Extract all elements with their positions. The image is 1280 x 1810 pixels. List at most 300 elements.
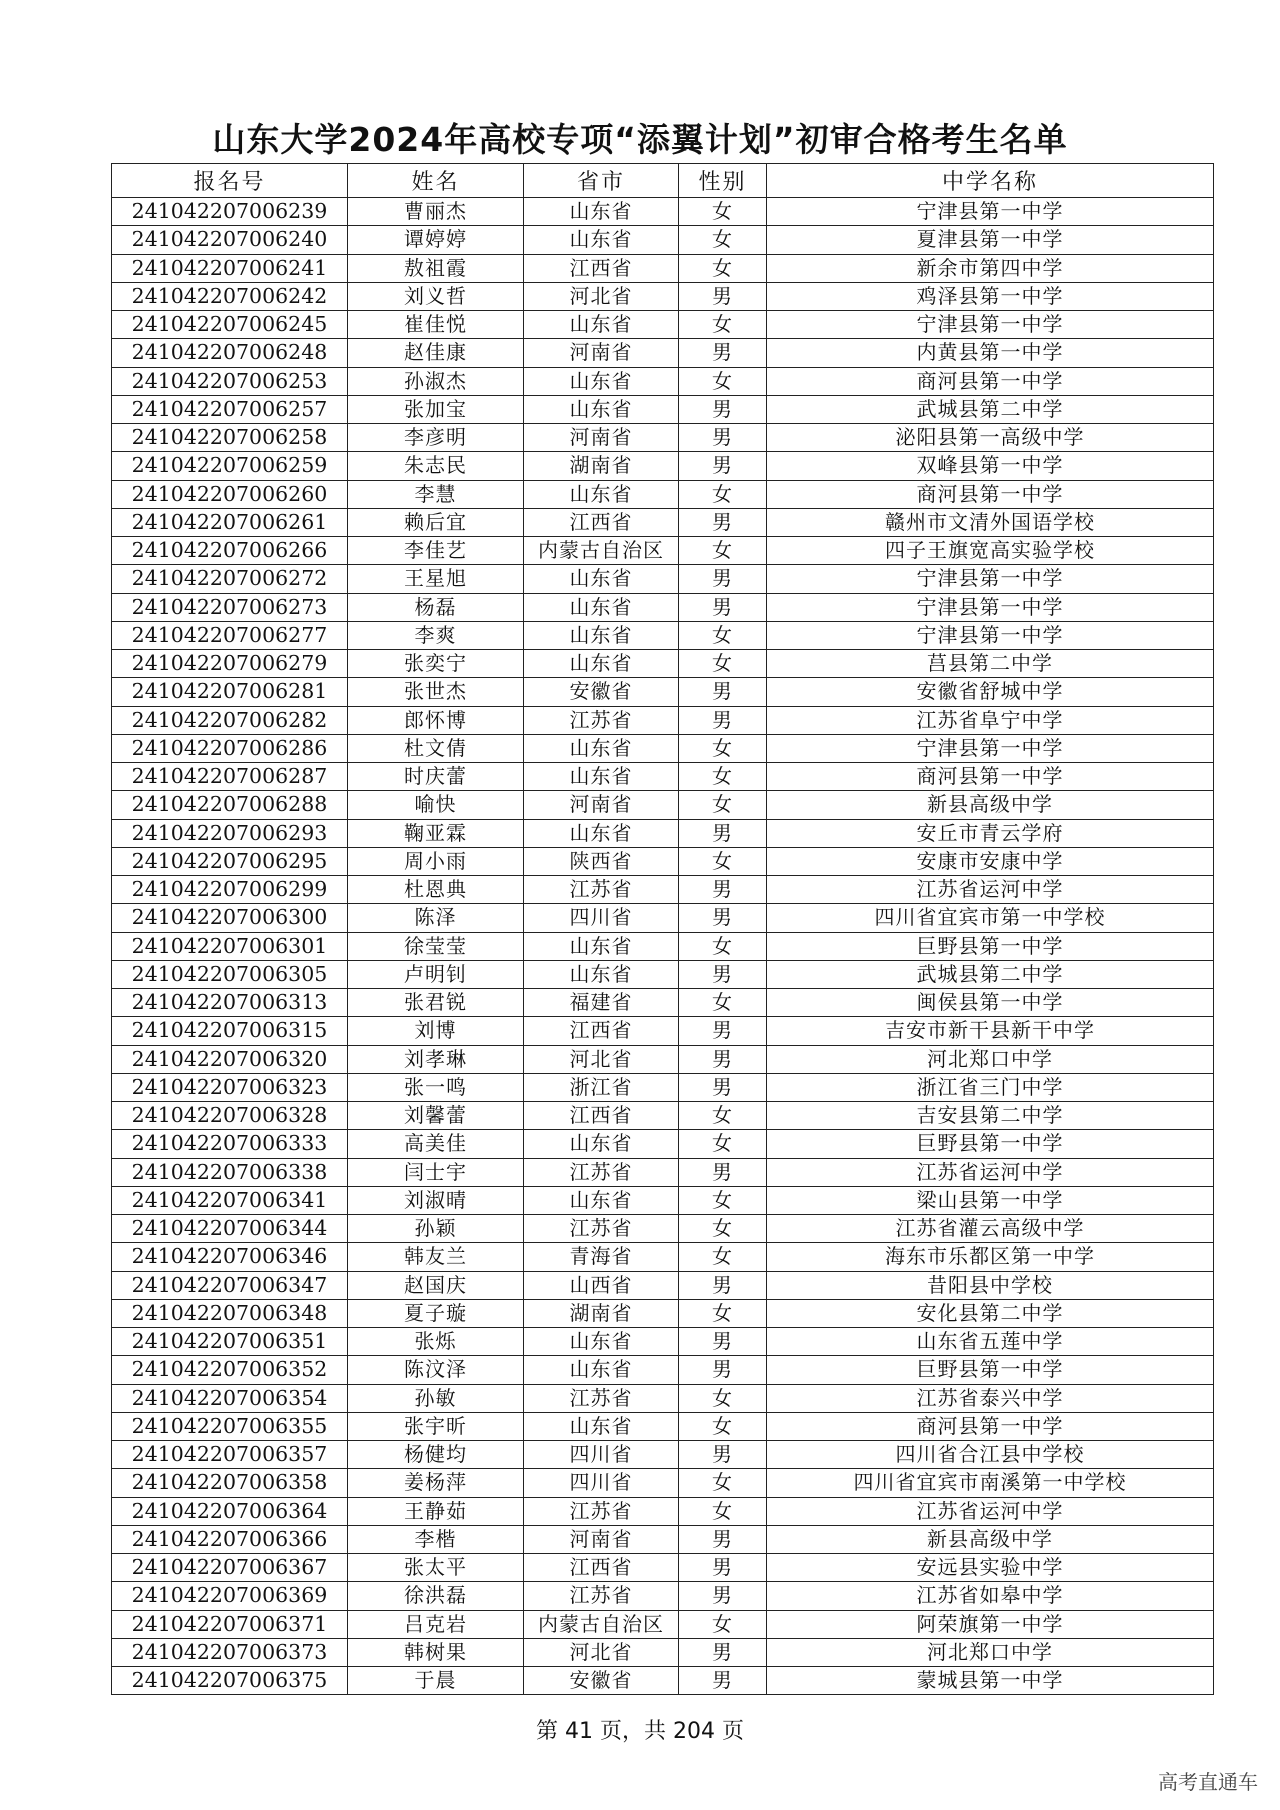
- registration-number-cell: 241042207006347: [112, 1271, 348, 1299]
- gender-cell: 男: [679, 1667, 767, 1695]
- province-cell: 山东省: [524, 395, 679, 423]
- gender-cell: 女: [679, 311, 767, 339]
- name-cell: 张宇昕: [348, 1412, 524, 1440]
- gender-cell: 女: [679, 1299, 767, 1327]
- name-cell: 朱志民: [348, 452, 524, 480]
- gender-cell: 女: [679, 1243, 767, 1271]
- registration-number-cell: 241042207006323: [112, 1073, 348, 1101]
- name-cell: 张一鸣: [348, 1073, 524, 1101]
- province-cell: 山西省: [524, 1271, 679, 1299]
- table-row: [112, 1299, 1214, 1327]
- registration-number-cell: 241042207006239: [112, 198, 348, 226]
- table-row: [112, 904, 1214, 932]
- school-cell: 四川省宜宾市南溪第一中学校: [767, 1469, 1214, 1497]
- registration-number-cell: 241042207006257: [112, 395, 348, 423]
- table-row: [112, 1130, 1214, 1158]
- school-cell: 江苏省泰兴中学: [767, 1384, 1214, 1412]
- province-cell: 山东省: [524, 763, 679, 791]
- name-cell: 李慧: [348, 480, 524, 508]
- name-cell: 李爽: [348, 621, 524, 649]
- gender-cell: 女: [679, 254, 767, 282]
- province-cell: 湖南省: [524, 1299, 679, 1327]
- registration-number-cell: 241042207006320: [112, 1045, 348, 1073]
- name-cell: 赵佳康: [348, 339, 524, 367]
- name-cell: 周小雨: [348, 847, 524, 875]
- school-cell: 四川省宜宾市第一中学校: [767, 904, 1214, 932]
- registration-number-cell: 241042207006299: [112, 876, 348, 904]
- table-row: [112, 1073, 1214, 1101]
- gender-cell: 女: [679, 847, 767, 875]
- gender-cell: 女: [679, 1469, 767, 1497]
- school-cell: 新余市第四中学: [767, 254, 1214, 282]
- gender-cell: 女: [679, 1102, 767, 1130]
- school-cell: 商河县第一中学: [767, 763, 1214, 791]
- name-cell: 徐洪磊: [348, 1582, 524, 1610]
- registration-number-cell: 241042207006367: [112, 1554, 348, 1582]
- province-cell: 山东省: [524, 960, 679, 988]
- gender-cell: 男: [679, 1045, 767, 1073]
- registration-number-cell: 241042207006358: [112, 1469, 348, 1497]
- registration-number-cell: 241042207006371: [112, 1610, 348, 1638]
- name-cell: 于晨: [348, 1667, 524, 1695]
- province-cell: 河南省: [524, 339, 679, 367]
- school-cell: 夏津县第一中学: [767, 226, 1214, 254]
- name-cell: 杨磊: [348, 593, 524, 621]
- province-cell: 江西省: [524, 1554, 679, 1582]
- registration-number-cell: 241042207006300: [112, 904, 348, 932]
- table-row: [112, 1441, 1214, 1469]
- registration-number-cell: 241042207006357: [112, 1441, 348, 1469]
- table-row: [112, 847, 1214, 875]
- province-cell: 山东省: [524, 932, 679, 960]
- province-cell: 福建省: [524, 989, 679, 1017]
- name-cell: 杜恩典: [348, 876, 524, 904]
- school-cell: 吉安市新干县新干中学: [767, 1017, 1214, 1045]
- registration-number-cell: 241042207006258: [112, 424, 348, 452]
- table-row: [112, 819, 1214, 847]
- table-row: [112, 1328, 1214, 1356]
- table-row: [112, 508, 1214, 536]
- registration-number-cell: 241042207006240: [112, 226, 348, 254]
- province-cell: 山东省: [524, 480, 679, 508]
- registration-number-cell: 241042207006259: [112, 452, 348, 480]
- table-row: [112, 1271, 1214, 1299]
- gender-cell: 男: [679, 1328, 767, 1356]
- registration-number-cell: 241042207006364: [112, 1497, 348, 1525]
- school-cell: 鸡泽县第一中学: [767, 282, 1214, 310]
- name-cell: 徐莹莹: [348, 932, 524, 960]
- province-cell: 河北省: [524, 1045, 679, 1073]
- province-cell: 山东省: [524, 565, 679, 593]
- gender-cell: 男: [679, 1271, 767, 1299]
- registration-number-cell: 241042207006295: [112, 847, 348, 875]
- province-cell: 山东省: [524, 819, 679, 847]
- gender-cell: 女: [679, 734, 767, 762]
- gender-cell: 女: [679, 932, 767, 960]
- table-row: [112, 254, 1214, 282]
- registration-number-cell: 241042207006366: [112, 1525, 348, 1553]
- table-row: [112, 706, 1214, 734]
- table-row: [112, 960, 1214, 988]
- name-cell: 赵国庆: [348, 1271, 524, 1299]
- name-cell: 姜杨萍: [348, 1469, 524, 1497]
- school-cell: 新县高级中学: [767, 791, 1214, 819]
- school-cell: 武城县第二中学: [767, 395, 1214, 423]
- registration-number-cell: 241042207006348: [112, 1299, 348, 1327]
- table-row: [112, 452, 1214, 480]
- name-cell: 郎怀博: [348, 706, 524, 734]
- province-cell: 青海省: [524, 1243, 679, 1271]
- gender-cell: 男: [679, 1638, 767, 1666]
- registration-number-cell: 241042207006273: [112, 593, 348, 621]
- table-row: [112, 395, 1214, 423]
- name-cell: 陈汶泽: [348, 1356, 524, 1384]
- province-cell: 山东省: [524, 367, 679, 395]
- province-cell: 山东省: [524, 311, 679, 339]
- header-registration-number: 报名号: [112, 164, 348, 198]
- name-cell: 刘孝琳: [348, 1045, 524, 1073]
- registration-number-cell: 241042207006315: [112, 1017, 348, 1045]
- gender-cell: 男: [679, 395, 767, 423]
- registration-number-cell: 241042207006305: [112, 960, 348, 988]
- province-cell: 江苏省: [524, 1582, 679, 1610]
- school-cell: 河北郑口中学: [767, 1045, 1214, 1073]
- gender-cell: 男: [679, 819, 767, 847]
- registration-number-cell: 241042207006352: [112, 1356, 348, 1384]
- registration-number-cell: 241042207006313: [112, 989, 348, 1017]
- name-cell: 张加宝: [348, 395, 524, 423]
- table-row: [112, 1045, 1214, 1073]
- name-cell: 张君锐: [348, 989, 524, 1017]
- gender-cell: 男: [679, 678, 767, 706]
- registration-number-cell: 241042207006272: [112, 565, 348, 593]
- table-row: [112, 282, 1214, 310]
- name-cell: 韩友兰: [348, 1243, 524, 1271]
- gender-cell: 女: [679, 480, 767, 508]
- registration-number-cell: 241042207006266: [112, 537, 348, 565]
- name-cell: 崔佳悦: [348, 311, 524, 339]
- table-row: [112, 198, 1214, 226]
- province-cell: 江西省: [524, 1102, 679, 1130]
- registration-number-cell: 241042207006282: [112, 706, 348, 734]
- gender-cell: 男: [679, 1525, 767, 1553]
- table-row: [112, 1102, 1214, 1130]
- province-cell: 安徽省: [524, 678, 679, 706]
- table-row: [112, 537, 1214, 565]
- province-cell: 山东省: [524, 734, 679, 762]
- school-cell: 江苏省阜宁中学: [767, 706, 1214, 734]
- name-cell: 时庆蕾: [348, 763, 524, 791]
- gender-cell: 男: [679, 706, 767, 734]
- school-cell: 吉安县第二中学: [767, 1102, 1214, 1130]
- school-cell: 江苏省运河中学: [767, 1158, 1214, 1186]
- table-body: [112, 198, 1214, 1695]
- name-cell: 高美佳: [348, 1130, 524, 1158]
- registration-number-cell: 241042207006253: [112, 367, 348, 395]
- table-row: [112, 311, 1214, 339]
- school-cell: 新县高级中学: [767, 1525, 1214, 1553]
- registration-number-cell: 241042207006286: [112, 734, 348, 762]
- registration-number-cell: 241042207006355: [112, 1412, 348, 1440]
- name-cell: 王星旭: [348, 565, 524, 593]
- name-cell: 夏子璇: [348, 1299, 524, 1327]
- gender-cell: 男: [679, 1582, 767, 1610]
- registration-number-cell: 241042207006242: [112, 282, 348, 310]
- gender-cell: 男: [679, 876, 767, 904]
- registration-number-cell: 241042207006248: [112, 339, 348, 367]
- province-cell: 江苏省: [524, 1497, 679, 1525]
- gender-cell: 男: [679, 1356, 767, 1384]
- province-cell: 山东省: [524, 1186, 679, 1214]
- name-cell: 刘义哲: [348, 282, 524, 310]
- gender-cell: 男: [679, 1017, 767, 1045]
- school-cell: 闽侯县第一中学: [767, 989, 1214, 1017]
- school-cell: 安徽省舒城中学: [767, 678, 1214, 706]
- table-row: [112, 932, 1214, 960]
- gender-cell: 女: [679, 1215, 767, 1243]
- name-cell: 曹丽杰: [348, 198, 524, 226]
- school-cell: 巨野县第一中学: [767, 1130, 1214, 1158]
- gender-cell: 男: [679, 565, 767, 593]
- table-row: [112, 1554, 1214, 1582]
- registration-number-cell: 241042207006279: [112, 650, 348, 678]
- province-cell: 河南省: [524, 1525, 679, 1553]
- name-cell: 孙淑杰: [348, 367, 524, 395]
- school-cell: 双峰县第一中学: [767, 452, 1214, 480]
- name-cell: 李彦明: [348, 424, 524, 452]
- name-cell: 张烁: [348, 1328, 524, 1356]
- name-cell: 刘博: [348, 1017, 524, 1045]
- table-row: [112, 1497, 1214, 1525]
- gender-cell: 女: [679, 621, 767, 649]
- province-cell: 河北省: [524, 1638, 679, 1666]
- registration-number-cell: 241042207006245: [112, 311, 348, 339]
- gender-cell: 男: [679, 960, 767, 988]
- school-cell: 赣州市文清外国语学校: [767, 508, 1214, 536]
- province-cell: 四川省: [524, 1441, 679, 1469]
- registration-number-cell: 241042207006373: [112, 1638, 348, 1666]
- table-row: [112, 367, 1214, 395]
- name-cell: 李佳艺: [348, 537, 524, 565]
- name-cell: 闫士宇: [348, 1158, 524, 1186]
- gender-cell: 女: [679, 791, 767, 819]
- registration-number-cell: 241042207006333: [112, 1130, 348, 1158]
- province-cell: 内蒙古自治区: [524, 537, 679, 565]
- name-cell: 刘淑晴: [348, 1186, 524, 1214]
- name-cell: 敖祖霞: [348, 254, 524, 282]
- name-cell: 韩树果: [348, 1638, 524, 1666]
- school-cell: 江苏省如皋中学: [767, 1582, 1214, 1610]
- table-row: [112, 1243, 1214, 1271]
- school-cell: 莒县第二中学: [767, 650, 1214, 678]
- gender-cell: 女: [679, 763, 767, 791]
- gender-cell: 女: [679, 198, 767, 226]
- gender-cell: 男: [679, 593, 767, 621]
- province-cell: 山东省: [524, 1356, 679, 1384]
- registration-number-cell: 241042207006346: [112, 1243, 348, 1271]
- school-cell: 商河县第一中学: [767, 480, 1214, 508]
- gender-cell: 女: [679, 1384, 767, 1412]
- school-cell: 昔阳县中学校: [767, 1271, 1214, 1299]
- registration-number-cell: 241042207006288: [112, 791, 348, 819]
- table-row: [112, 1525, 1214, 1553]
- school-cell: 内黄县第一中学: [767, 339, 1214, 367]
- gender-cell: 女: [679, 1130, 767, 1158]
- table-row: [112, 1638, 1214, 1666]
- province-cell: 山东省: [524, 650, 679, 678]
- school-cell: 江苏省运河中学: [767, 1497, 1214, 1525]
- province-cell: 江苏省: [524, 706, 679, 734]
- page-footer: 第 41 页，共 204 页: [536, 1719, 744, 1744]
- table-row: [112, 1356, 1214, 1384]
- province-cell: 湖南省: [524, 452, 679, 480]
- gender-cell: 女: [679, 367, 767, 395]
- table-row: [112, 763, 1214, 791]
- school-cell: 海东市乐都区第一中学: [767, 1243, 1214, 1271]
- school-cell: 山东省五莲中学: [767, 1328, 1214, 1356]
- gender-cell: 女: [679, 1412, 767, 1440]
- school-cell: 安化县第二中学: [767, 1299, 1214, 1327]
- gender-cell: 男: [679, 339, 767, 367]
- province-cell: 江西省: [524, 508, 679, 536]
- school-cell: 安远县实验中学: [767, 1554, 1214, 1582]
- name-cell: 杜文倩: [348, 734, 524, 762]
- school-cell: 巨野县第一中学: [767, 932, 1214, 960]
- registration-number-cell: 241042207006241: [112, 254, 348, 282]
- province-cell: 山东省: [524, 621, 679, 649]
- table-row: [112, 876, 1214, 904]
- province-cell: 山东省: [524, 593, 679, 621]
- province-cell: 安徽省: [524, 1667, 679, 1695]
- table-row: [112, 650, 1214, 678]
- header-school: 中学名称: [767, 164, 1214, 198]
- name-cell: 张太平: [348, 1554, 524, 1582]
- school-cell: 蒙城县第一中学: [767, 1667, 1214, 1695]
- gender-cell: 男: [679, 1441, 767, 1469]
- registration-number-cell: 241042207006351: [112, 1328, 348, 1356]
- gender-cell: 男: [679, 1554, 767, 1582]
- table-row: [112, 1610, 1214, 1638]
- name-cell: 喻快: [348, 791, 524, 819]
- school-cell: 安丘市青云学府: [767, 819, 1214, 847]
- province-cell: 江苏省: [524, 1215, 679, 1243]
- name-cell: 孙颖: [348, 1215, 524, 1243]
- registration-number-cell: 241042207006261: [112, 508, 348, 536]
- school-cell: 四川省合江县中学校: [767, 1441, 1214, 1469]
- school-cell: 浙江省三门中学: [767, 1073, 1214, 1101]
- gender-cell: 女: [679, 989, 767, 1017]
- registration-number-cell: 241042207006338: [112, 1158, 348, 1186]
- name-cell: 刘馨蕾: [348, 1102, 524, 1130]
- name-cell: 李楷: [348, 1525, 524, 1553]
- school-cell: 河北郑口中学: [767, 1638, 1214, 1666]
- name-cell: 陈泽: [348, 904, 524, 932]
- name-cell: 张世杰: [348, 678, 524, 706]
- school-cell: 武城县第二中学: [767, 960, 1214, 988]
- registration-number-cell: 241042207006260: [112, 480, 348, 508]
- school-cell: 四子王旗宽高实验学校: [767, 537, 1214, 565]
- gender-cell: 女: [679, 1497, 767, 1525]
- gender-cell: 女: [679, 537, 767, 565]
- table-row: [112, 989, 1214, 1017]
- document-title: 山东大学2024年高校专项“添翼计划”初审合格考生名单: [212, 120, 1068, 159]
- school-cell: 江苏省运河中学: [767, 876, 1214, 904]
- header-gender: 性别: [679, 164, 767, 198]
- school-cell: 梁山县第一中学: [767, 1186, 1214, 1214]
- name-cell: 孙敏: [348, 1384, 524, 1412]
- gender-cell: 女: [679, 1186, 767, 1214]
- name-cell: 吕克岩: [348, 1610, 524, 1638]
- province-cell: 山东省: [524, 1130, 679, 1158]
- school-cell: 商河县第一中学: [767, 367, 1214, 395]
- school-cell: 阿荣旗第一中学: [767, 1610, 1214, 1638]
- candidate-table: [111, 163, 1214, 1695]
- gender-cell: 男: [679, 452, 767, 480]
- watermark: 高考直通车: [1158, 1770, 1258, 1794]
- province-cell: 四川省: [524, 904, 679, 932]
- gender-cell: 女: [679, 1610, 767, 1638]
- province-cell: 山东省: [524, 1328, 679, 1356]
- registration-number-cell: 241042207006341: [112, 1186, 348, 1214]
- table-row: [112, 226, 1214, 254]
- school-cell: 宁津县第一中学: [767, 593, 1214, 621]
- province-cell: 河北省: [524, 282, 679, 310]
- table-row: [112, 791, 1214, 819]
- table-row: [112, 339, 1214, 367]
- province-cell: 山东省: [524, 1412, 679, 1440]
- gender-cell: 男: [679, 904, 767, 932]
- registration-number-cell: 241042207006281: [112, 678, 348, 706]
- table-row: [112, 1582, 1214, 1610]
- province-cell: 江西省: [524, 1017, 679, 1045]
- table-row: [112, 1384, 1214, 1412]
- school-cell: 宁津县第一中学: [767, 565, 1214, 593]
- gender-cell: 男: [679, 508, 767, 536]
- province-cell: 河南省: [524, 791, 679, 819]
- table-row: [112, 1017, 1214, 1045]
- gender-cell: 女: [679, 650, 767, 678]
- table-row: [112, 678, 1214, 706]
- school-cell: 宁津县第一中学: [767, 734, 1214, 762]
- name-cell: 鞠亚霖: [348, 819, 524, 847]
- registration-number-cell: 241042207006301: [112, 932, 348, 960]
- registration-number-cell: 241042207006354: [112, 1384, 348, 1412]
- name-cell: 王静茹: [348, 1497, 524, 1525]
- province-cell: 河南省: [524, 424, 679, 452]
- registration-number-cell: 241042207006344: [112, 1215, 348, 1243]
- table-header-row: [112, 164, 1214, 198]
- table-row: [112, 1412, 1214, 1440]
- gender-cell: 男: [679, 282, 767, 310]
- name-cell: 赖后宜: [348, 508, 524, 536]
- province-cell: 陕西省: [524, 847, 679, 875]
- table-row: [112, 480, 1214, 508]
- gender-cell: 男: [679, 1158, 767, 1186]
- table-row: [112, 1667, 1214, 1695]
- table-row: [112, 621, 1214, 649]
- school-cell: 宁津县第一中学: [767, 621, 1214, 649]
- school-cell: 巨野县第一中学: [767, 1356, 1214, 1384]
- province-cell: 四川省: [524, 1469, 679, 1497]
- school-cell: 商河县第一中学: [767, 1412, 1214, 1440]
- school-cell: 泌阳县第一高级中学: [767, 424, 1214, 452]
- province-cell: 山东省: [524, 226, 679, 254]
- table-row: [112, 424, 1214, 452]
- name-cell: 张奕宁: [348, 650, 524, 678]
- table-row: [112, 1469, 1214, 1497]
- province-cell: 浙江省: [524, 1073, 679, 1101]
- school-cell: 江苏省灌云高级中学: [767, 1215, 1214, 1243]
